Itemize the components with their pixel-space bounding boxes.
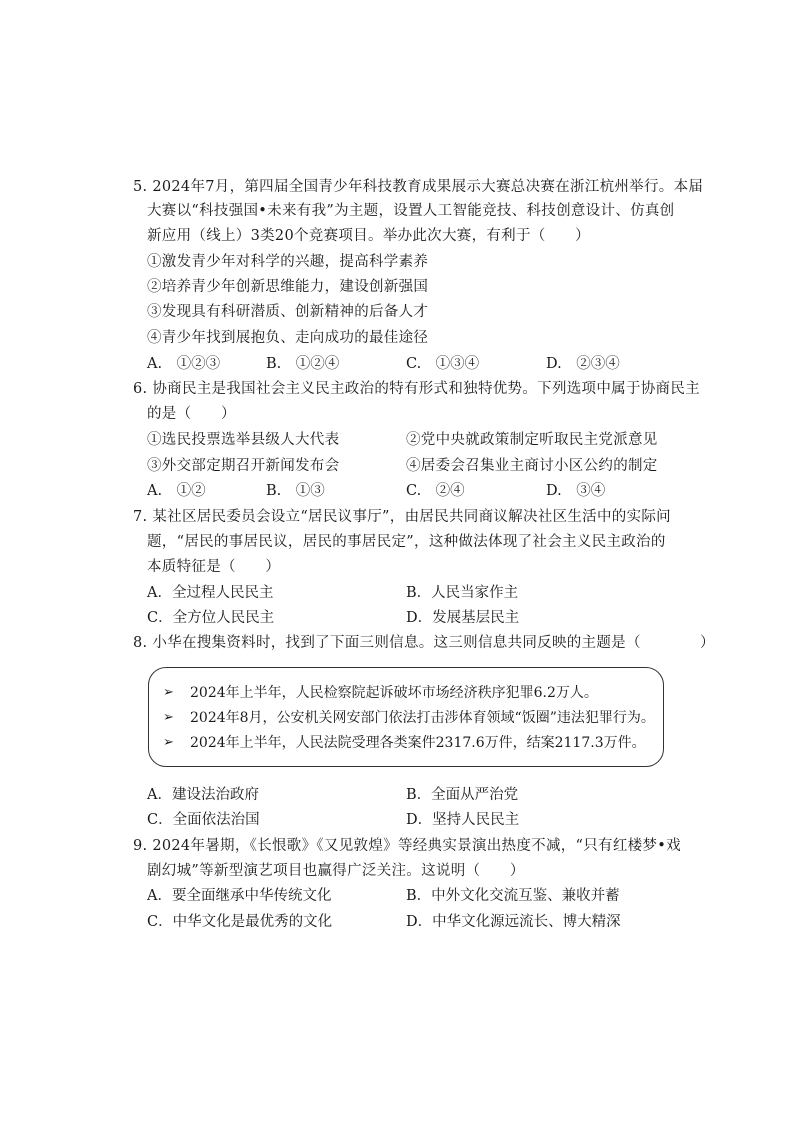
question-6-statement-4: ④居委会召集业主商讨小区公约的制定 [406, 458, 658, 474]
question-8-option-b: B．全面从严治党 [406, 787, 519, 803]
question-5-line-2: 大赛以“科技强国•未来有我”为主题，设置人工智能竞技、科技创意设计、仿真创 [147, 203, 675, 219]
question-5-option-b: B. ①②④ [266, 356, 340, 372]
question-8-line-1: 8. 小华在搜集资料时，找到了下面三则信息。这三则信息共同反映的主题是（ ） [133, 635, 715, 651]
bullet-arrow-icon: ➢ [163, 735, 174, 750]
question-7-option-c: C．全方位人民民主 [147, 610, 275, 626]
question-8-option-a: A．建设法治政府 [147, 787, 259, 803]
question-6-option-a: A. ①② [147, 483, 206, 499]
question-9-option-d: D．中华文化源远流长、博大精深 [406, 914, 621, 930]
bullet-arrow-icon: ➢ [163, 710, 174, 725]
question-7-line-3: 本质特征是（ ） [147, 559, 281, 575]
question-6-option-d: D. ③④ [546, 483, 606, 499]
question-6-line-1: 6. 协商民主是我国社会主义民主政治的特有形式和独特优势。下列选项中属于协商民主 [133, 381, 700, 397]
question-5-statement-4: ④青少年找到展抱负、走向成功的最佳途径 [147, 330, 429, 346]
question-6-statement-3: ③外交部定期召开新闻发布会 [147, 458, 340, 474]
question-5-statement-2: ②培养青少年创新思维能力，建设创新强国 [147, 279, 429, 295]
bullet-arrow-icon: ➢ [163, 685, 174, 700]
question-7-option-d: D．发展基层民主 [406, 610, 520, 626]
question-7-line-1: 7. 某社区居民委员会设立“居民议事厅”，由居民共同商议解决社区生活中的实际问 [133, 509, 671, 525]
question-7-line-2: 题，“居民的事居民议，居民的事居民定”，这种做法体现了社会主义民主政治的 [147, 534, 666, 550]
question-5-statement-3: ③发现具有科研潜质、创新精神的后备人才 [147, 304, 429, 320]
question-7-option-a: A．全过程人民民主 [147, 585, 274, 601]
question-6-statement-2: ②党中央就政策制定听取民主党派意见 [406, 432, 658, 448]
question-5-line-1: 5. 2024年7月，第四届全国青少年科技教育成果展示大赛总决赛在浙江杭州举行。本届 [133, 179, 704, 195]
info-item-3: 2024年上半年，人民法院受理各类案件2317.6万件，结案2117.3万件。 [190, 735, 646, 751]
question-8-option-d: D．坚持人民民主 [406, 812, 520, 828]
question-6-option-c: C. ②④ [406, 483, 465, 499]
question-9-line-2: 剧幻城”等新型演艺项目也赢得广泛关注。这说明（ ） [147, 863, 525, 879]
question-6-statement-1: ①选民投票选举县级人大代表 [147, 432, 340, 448]
info-item-1: 2024年上半年，人民检察院起诉破坏市场经济秩序犯罪6.2万人。 [190, 685, 598, 701]
question-6-line-2: 的是（ ） [147, 406, 236, 422]
question-9-option-c: C．中华文化是最优秀的文化 [147, 914, 333, 930]
question-6-option-b: B. ①③ [266, 483, 325, 499]
question-9-option-a: A．要全面继承中华传统文化 [147, 888, 332, 904]
question-7-option-b: B．人民当家作主 [406, 585, 519, 601]
question-5-statement-1: ①激发青少年对科学的兴趣，提高科学素养 [147, 254, 429, 270]
question-5-option-c: C. ①③④ [406, 356, 480, 372]
info-item-2: 2024年8月，公安机关网安部门依法打击涉体育领域“饭圈”违法犯罪行为。 [190, 710, 655, 726]
question-5-option-a: A. ①②③ [147, 356, 221, 372]
question-5-line-3: 新应用（线上）3类20个竞赛项目。举办此次大赛，有利于（ ） [147, 228, 590, 244]
question-8-option-c: C．全面依法治国 [147, 812, 260, 828]
question-5-option-d: D. ②③④ [546, 356, 620, 372]
question-9-line-1: 9. 2024年暑期，《长恨歌》《又见敦煌》等经典实景演出热度不减，“只有红楼梦•戏 [133, 838, 681, 854]
question-9-option-b: B．中外文化交流互鉴、兼收并蓄 [406, 888, 620, 904]
